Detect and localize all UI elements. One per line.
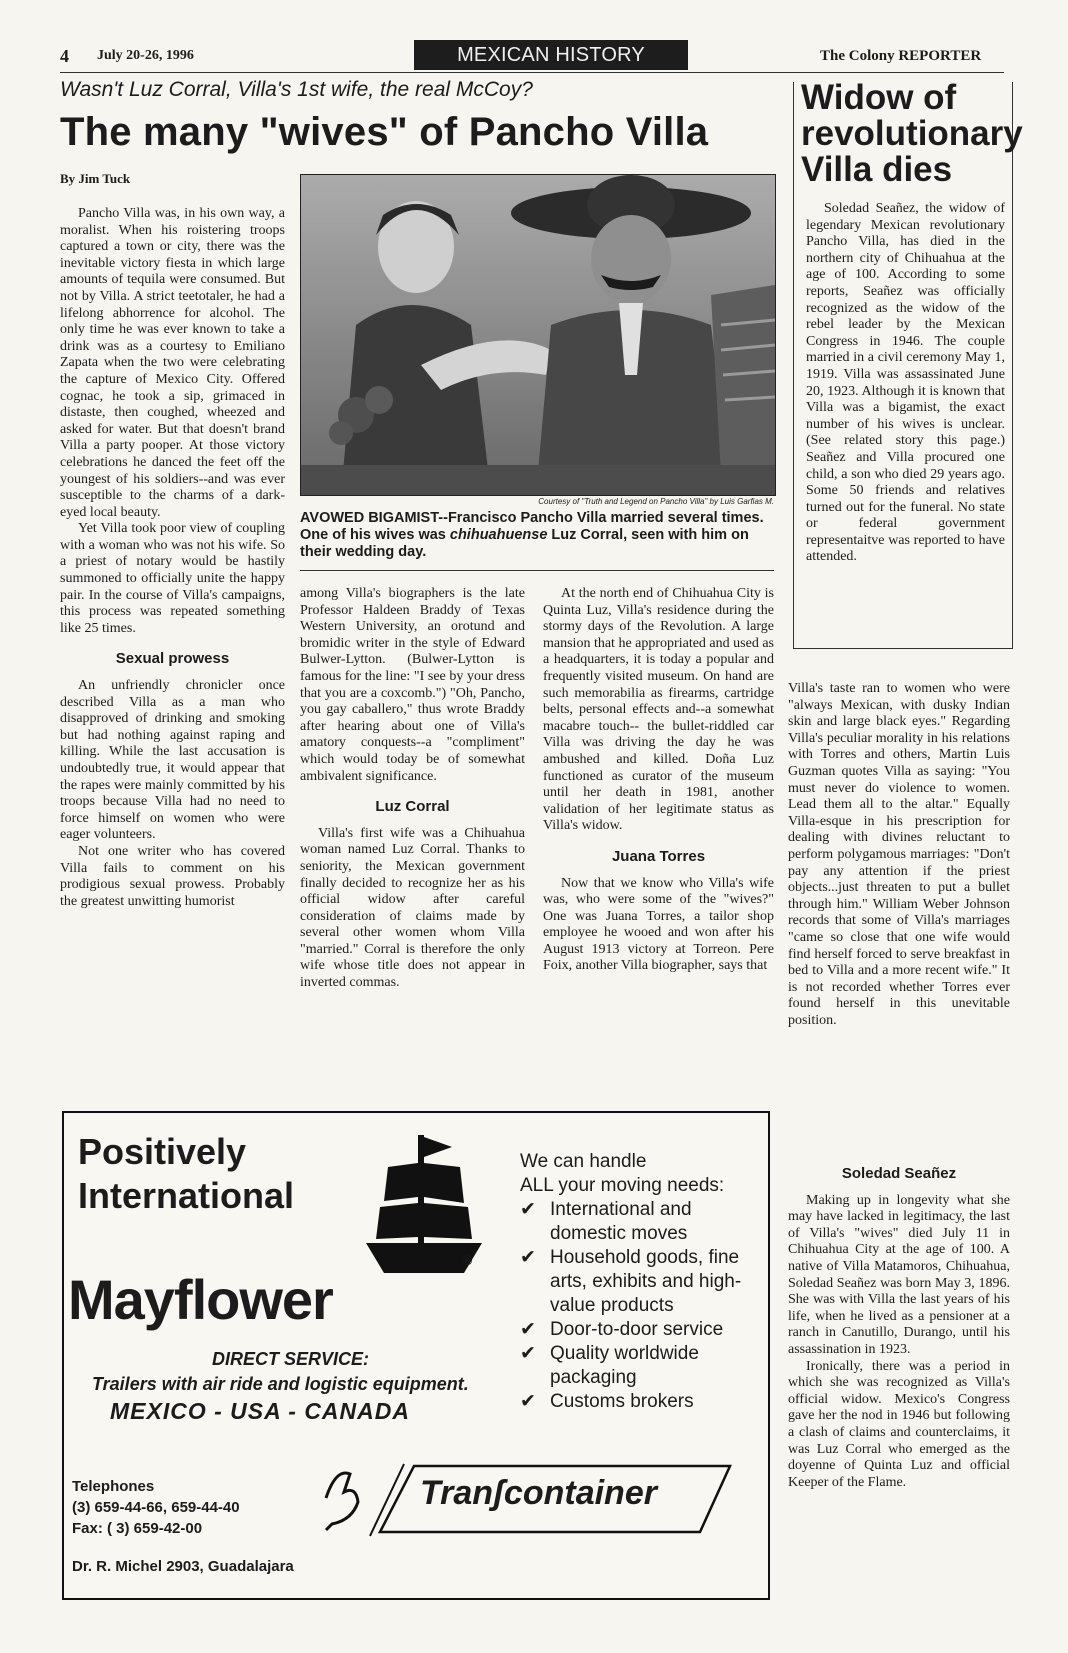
caption-lead: AVOWED BIGAMIST--Francisco Pancho Villa married several times. One of his wives was — [300, 510, 764, 543]
article-column-3 — [543, 586, 774, 975]
telephone-numbers: (3) 659-44-66, 659-44-40 — [72, 1499, 240, 1516]
sidebar-headline: Widow of revolutionary Villa dies — [801, 78, 1023, 189]
sidebar-paragraph: Soledad Seañez, the widow of legendary Mexican revolutionary Pancho Villa, has died in the northern city of Chihuahua at the age of 100. According to some reports, Seañez was officially recognized as the widow of the rebel leader by the Mexican Congress in 1946. The couple married in a civil ceremony May 1, 1919. Villa was assassinated June 20, 1923. Although it is known that Villa was a bigamist, the exact number of his wives is unclear. (See related story this page.) Seañez and Villa procured one child, a son who died 29 years ago. Some 50 friends and relatives turned out for the funeral. No state or federal government representaitve was reported to have attended. — [806, 201, 1005, 565]
ad-intro-line-1: We can handle — [520, 1151, 647, 1172]
telephones-label: Telephones — [72, 1478, 155, 1495]
ad-intro-line-2: ALL your moving needs: — [520, 1175, 725, 1196]
check-icon: ✔ — [520, 1343, 536, 1364]
photo-credit: Courtesy of "Truth and Legend on Pancho Villa" by Luis Garfias M. — [538, 497, 774, 506]
article-paragraph: Not one writer who has covered Villa fails to comment on his prodigious sexual prowess. Probably the greatest unwitting humorist — [60, 843, 285, 909]
byline: By Jim Tuck — [60, 171, 131, 186]
ad-title-line-1: Positively — [78, 1131, 247, 1172]
check-icon: ✔ — [520, 1319, 536, 1340]
sidebar-story — [806, 201, 1005, 566]
wedding-photo — [300, 174, 776, 496]
page-number: 4 — [60, 46, 69, 66]
section-label: MEXICAN HISTORY — [414, 40, 688, 70]
issue-date: July 20-26, 1996 — [97, 48, 194, 63]
fax-number: Fax: ( 3) 659-42-00 — [72, 1520, 203, 1537]
ad-title — [78, 1130, 294, 1218]
article-paragraph: Now that we know who Villa's wife was, who were some of the "wives?" One was Juana Torres, a tailor shop employee he wooed and won after his August 1913 victory at Torreon. Pere Foix, another Villa biographer, says that — [543, 875, 774, 974]
article-column-4-continued — [788, 1166, 1010, 1491]
list-item: ✔ Customs brokers — [520, 1391, 694, 1412]
article-paragraph: Ironically, there was a period in which she was recognized as Villa's official widow. Mexico's Congress gave her the nod in 1946 but following a clash of claims and counterclaims, it was Luz Corral who emerged as the doyenne of Quinta Luz and official Keeper of the Flame. — [788, 1358, 1010, 1490]
caption-rule — [300, 570, 774, 571]
subhead-sexual-prowess: Sexual prowess — [115, 650, 230, 668]
check-icon: ✔ — [520, 1199, 536, 1220]
article-column-4 — [788, 681, 1010, 1029]
subhead-juana-torres: Juana Torres — [611, 847, 706, 865]
article-paragraph: Villa's taste ran to women who were "always Mexican, with dusky Indian skin and large black eyes." Regarding Villa's peculiar morality in his relations with Torres and others, Martin Luis Guzman quotes Villa as saying: "You must never do violence to women. Lead them all to the altar." Equally Villa-esque in his prescription for dealing with divines reluctant to perform polygamous marriages: "Don't pay any attention if the priest objects...just threaten to put a bullet through him." William Weber Johnson records that some of Villa's marriages "came so close that one wife would find herself forced to serve breakfast in bed to Villa and a more recent wife." It is not recorded whether Torres ever found herself in this unevitable position. — [788, 681, 1010, 1028]
article-headline: The many "wives" of Pancho Villa — [60, 110, 709, 154]
ad-title-line-2: International — [78, 1175, 295, 1216]
list-item: ✔ Household goods, fine arts, exhibits and high-value products — [520, 1247, 742, 1316]
check-icon: ✔ — [520, 1391, 536, 1412]
caption-italic: chihuahuense — [449, 527, 548, 543]
article-paragraph: An unfriendly chronicler once described Villa as a man who disapproved of drinking and smoking but had nothing against raping and killing. While the last accusation is undoubtedly true, it would appear that the rapes were mainly committed by his troops because Villa had no need to force himself on women who were eager volunteers. — [60, 678, 285, 843]
article-paragraph: Pancho Villa was, in his own way, a moralist. When his roistering troops captured a town or city, there was the inevitable victory fiesta in which large amounts of tequila were consumed. But not by Villa. A strict teetotaler, he had a lifelong abhorrence for alcohol. The only time he was ever known to take a drink was as a courtesy to Emiliano Zapata when the two were celebrating the capture of Mexico City. Offered cognac, he took a sip, grimaced in distaste, then coughed, wheezed and asked for water. But that doesn't brand Villa a party pooper. At those victory celebrations he danced the feet off the youngest of his soldiers--and was ever susceptible to the charms of a dark-eyed local beauty. — [60, 206, 285, 520]
article-paragraph: At the north end of Chihuahua City is Quinta Luz, Villa's residence during the stormy days of the Revolution. A large mansion that he appropriated and used as a headquarters, it is today a popular and frequently visited museum. On hand are such memorabilia as firearms, cartridge belts, personal effects and--a somewhat macabre touch-- the bullet-riddled car Villa was driving the day he was ambushed and killed. Doña Luz functioned as curator of the museum until her death in 1981, another validation of her legitimate status as Villa's widow. — [543, 586, 774, 834]
subhead-soledad-seanez: Soledad Seañez — [841, 1165, 957, 1182]
check-icon: ✔ — [520, 1247, 536, 1268]
transcontainer-wordmark: Tranʃcontainer — [420, 1474, 657, 1512]
registered-mark: ® — [462, 1252, 473, 1268]
article-paragraph: Villa's first wife was a Chihuahua woman named Luz Corral. Thanks to seniority, the Mexican government finally decided to recognize her as his official widow after careful consideration of claims made by several other women whom Villa "married." Corral is therefore the only wife whose title does not appear in inverted commas. — [300, 825, 525, 991]
wedding-photo-image — [301, 175, 775, 495]
article-kicker: Wasn't Luz Corral, Villa's 1st wife, the real McCoy? — [60, 78, 533, 101]
trailers-line: Trailers with air ride and logistic equipment. — [92, 1374, 469, 1394]
list-item: ✔ International and domestic moves — [520, 1199, 692, 1244]
article-paragraph: among Villa's biographers is the late Professor Haldeen Braddy of Texas Western University, an orotund and bromidic writer in the style of Edward Bulwer-Lytton. (Bulwer-Lytton is famous for the line: "I see by your dress that you are a coxcomb.") "Oh, Pancho, you gay caballero," thus wrote Braddy after hearing about one of Villa's amatory conquests--a "compliment" which would today be of somewhat ambivalent significance. — [300, 586, 525, 784]
article-paragraph: Making up in longevity what she may have lacked in legitimacy, the last of Villa's "wives" died July 11 in Chihuahua City at the age of 100. A native of Villa Matamoros, Chihuahua, Soledad Seañez was born May 3, 1896. She was with Villa the last years of his life, when he lived as a pensioner at a ranch in Canutillo, Durango, until his assassination in 1923. — [788, 1192, 1010, 1357]
regions-line: MEXICO - USA - CANADA — [110, 1398, 410, 1424]
article-paragraph: Yet Villa took poor view of coupling with a woman who was not his wife. So a priest of notary would be hastily summoned to officially unite the happy pair. In the course of Villa's campaigns, this process was repeated something like 25 times. — [60, 521, 285, 636]
list-item: ✔ Quality worldwide packaging — [520, 1343, 699, 1388]
direct-service-label: DIRECT SERVICE: — [212, 1349, 370, 1369]
article-column-2 — [300, 586, 525, 992]
ad-intro — [520, 1150, 760, 1198]
services-list — [518, 1198, 762, 1414]
header-rule — [60, 72, 1004, 73]
list-item: ✔ Door-to-door service — [520, 1319, 724, 1340]
masthead: The Colony REPORTER — [820, 48, 982, 64]
mayflower-logo: Mayflower — [68, 1268, 333, 1331]
subhead-luz-corral: Luz Corral — [375, 798, 450, 816]
photo-caption — [300, 510, 774, 561]
article-column-1 — [60, 206, 285, 910]
ad-address: Dr. R. Michel 2903, Guadalajara — [72, 1558, 294, 1575]
caption-tail: Luz Corral, seen with him on their wedding day. — [300, 527, 749, 560]
